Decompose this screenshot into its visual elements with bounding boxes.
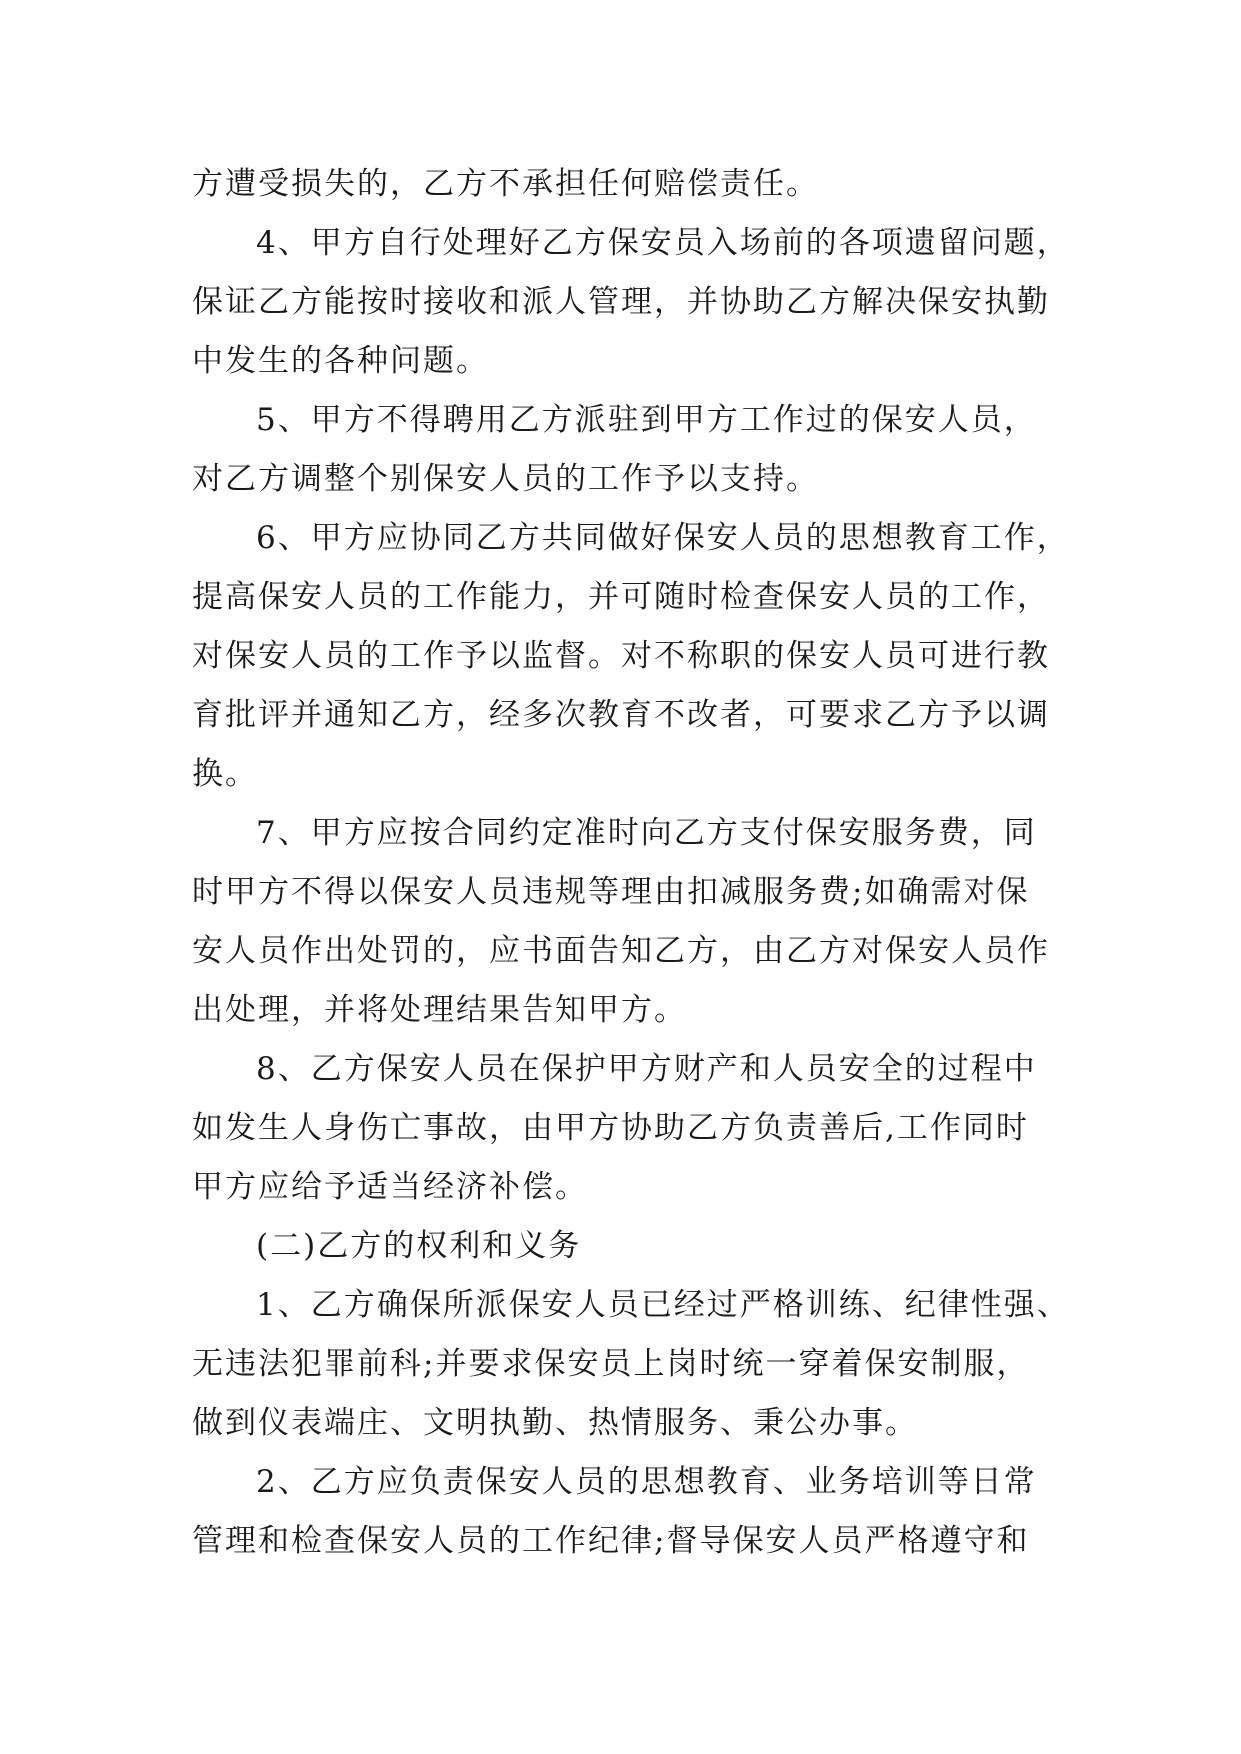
text-line: 5、甲方不得聘用乙方派驻到甲方工作过的保安人员，: [256, 402, 1037, 438]
text-line: 对保安人员的工作予以监督。对不称职的保安人员可进行教: [192, 638, 1050, 674]
text-line: 无违法犯罪前科;并要求保安员上岗时统一穿着保安制服，: [192, 1346, 1030, 1382]
text-line: 时甲方不得以保安人员违规等理由扣减服务费;如确需对保: [192, 874, 1030, 910]
text-line: 1、乙方确保所派保安人员已经过严格训练、纪律性强、: [256, 1287, 1070, 1323]
text-line: 4、甲方自行处理好乙方保安员入场前的各项遗留问题，: [256, 225, 1070, 261]
text-line: 方遭受损失的，乙方不承担任何赔偿责任。: [192, 166, 819, 202]
text-line: 换。: [192, 756, 258, 792]
text-line: 提高保安人员的工作能力，并可随时检查保安人员的工作，: [192, 579, 1050, 615]
text-line: 如发生人身伤亡事故，由甲方协助乙方负责善后,工作同时: [192, 1110, 1029, 1146]
text-line: 出处理，并将处理结果告知甲方。: [192, 992, 687, 1028]
text-line: 6、甲方应协同乙方共同做好保安人员的思想教育工作，: [256, 520, 1070, 556]
text-line: 对乙方调整个别保安人员的工作予以支持。: [192, 461, 819, 497]
text-line: 中发生的各种问题。: [192, 343, 489, 379]
text-line: 管理和检查保安人员的工作纪律;督导保安人员严格遵守和: [192, 1523, 1030, 1559]
text-line: 做到仪表端庄、文明执勤、热情服务、秉公办事。: [192, 1405, 918, 1441]
text-line: 甲方应给予适当经济补偿。: [192, 1169, 588, 1205]
text-line: 8、乙方保安人员在保护甲方财产和人员安全的过程中: [256, 1051, 1037, 1087]
text-line: 育批评并通知乙方，经多次教育不改者，可要求乙方予以调: [192, 697, 1050, 733]
document-body: [192, 155, 1072, 1571]
text-line: 安人员作出处罚的，应书面告知乙方，由乙方对保安人员作: [192, 933, 1050, 969]
text-line: (二)乙方的权利和义务: [256, 1228, 582, 1264]
text-line: 保证乙方能按时接收和派人管理，并协助乙方解决保安执勤: [192, 284, 1050, 320]
text-line: 7、甲方应按合同约定准时向乙方支付保安服务费，同: [256, 815, 1037, 851]
text-line: 2、乙方应负责保安人员的思想教育、业务培训等日常: [256, 1464, 1037, 1500]
